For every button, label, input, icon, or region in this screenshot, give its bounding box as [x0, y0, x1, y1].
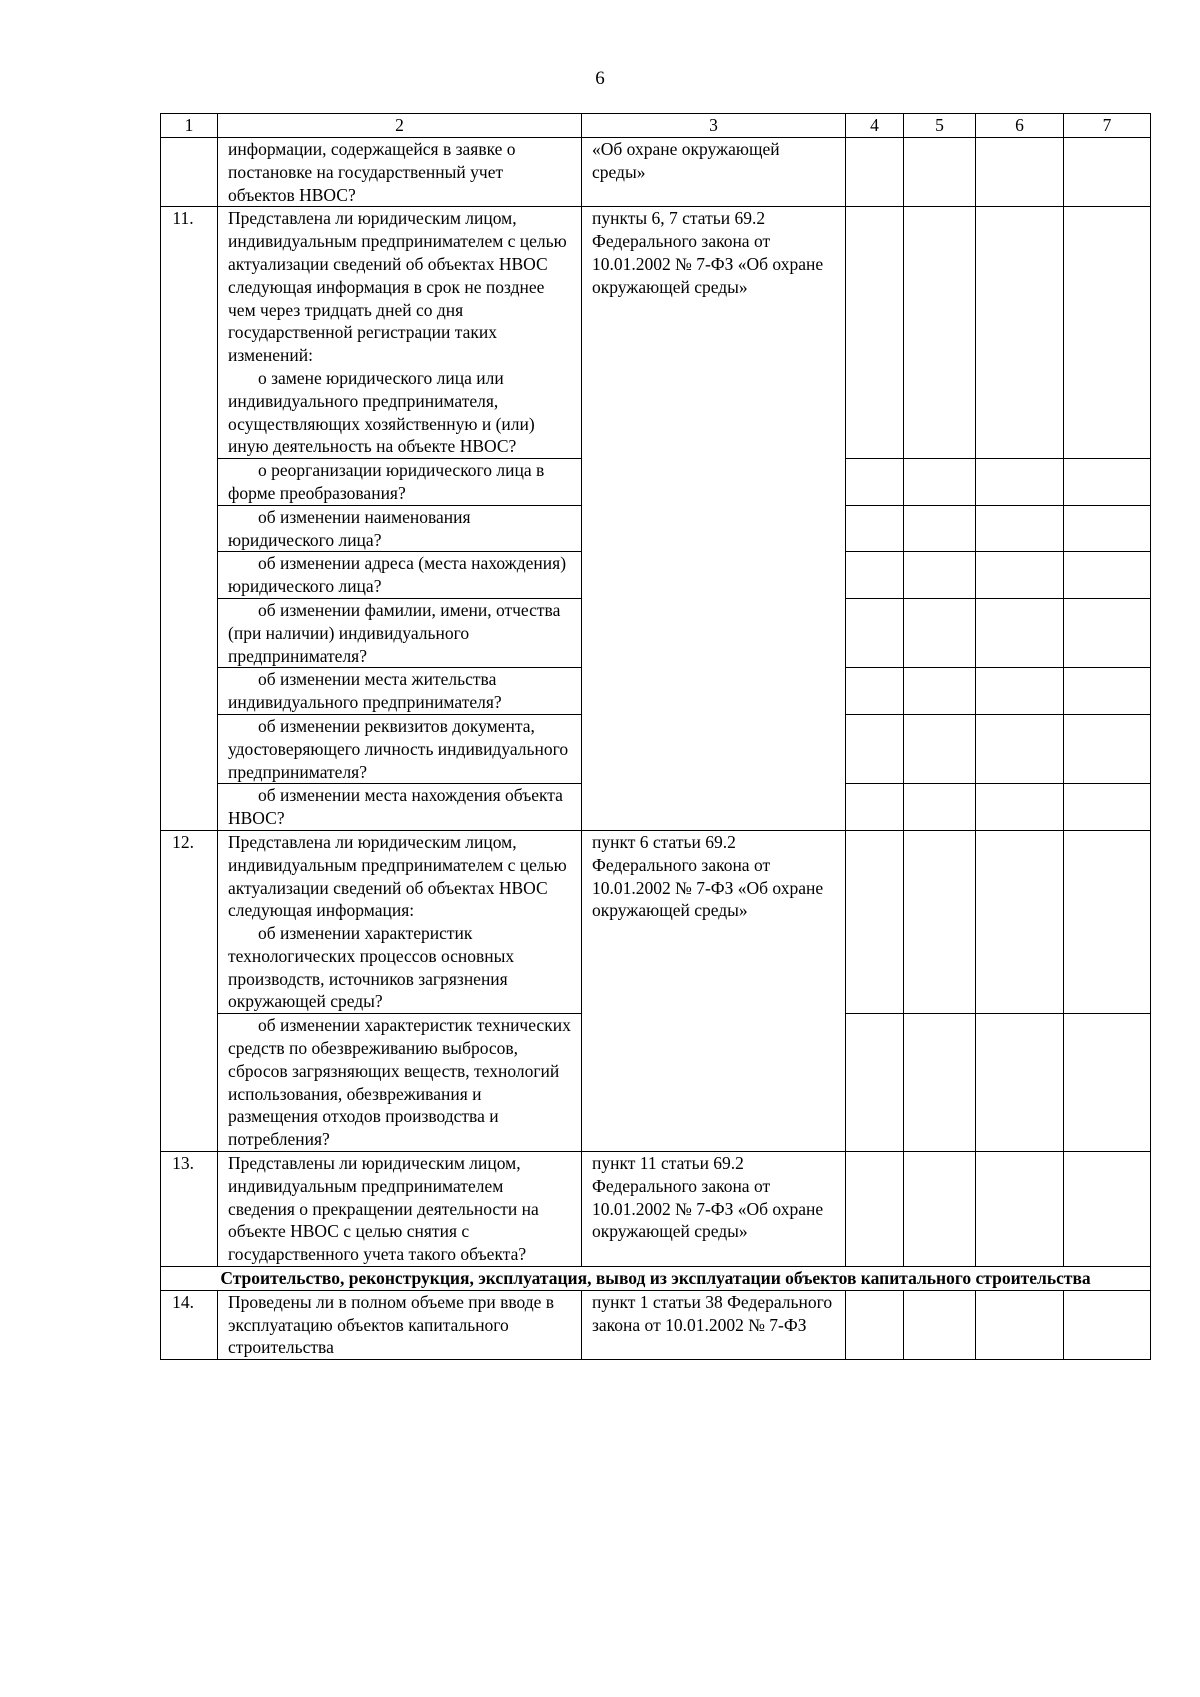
sub-question: об изменении адреса (места нахождения) юридического лица? — [228, 553, 567, 597]
answer-cell[interactable] — [904, 830, 976, 1013]
question-text — [218, 668, 582, 715]
answer-cell[interactable] — [1064, 207, 1151, 459]
sub-question: об изменении фамилии, имени, отчества (при наличии) индивидуального предпринимателя? — [228, 599, 561, 666]
answer-cell[interactable] — [846, 138, 904, 207]
answer-cell[interactable] — [976, 598, 1064, 667]
legal-reference: пункт 1 статьи 38 Федерального закона от 10.01.2002 № 7-ФЗ — [582, 1290, 846, 1359]
legal-reference: «Об охране окружающей среды» — [582, 138, 846, 207]
answer-cell[interactable] — [976, 830, 1064, 1013]
answer-cell[interactable] — [846, 784, 904, 831]
answer-cell[interactable] — [1064, 459, 1151, 506]
answer-cell[interactable] — [904, 459, 976, 506]
col-number-1: 1 — [161, 114, 218, 138]
item-number: 14. — [161, 1290, 218, 1359]
answer-cell[interactable] — [904, 138, 976, 207]
question-text — [218, 207, 582, 459]
answer-cell[interactable] — [976, 1152, 1064, 1267]
sub-question: о замене юридического лица или индивидуального предпринимателя, осуществляющих хозяйственную и (или) иную деятельность на объекте НВОС? — [228, 367, 535, 457]
col-number-3: 3 — [582, 114, 846, 138]
col-number-2: 2 — [218, 114, 582, 138]
question-text — [218, 830, 582, 1013]
col-number-4: 4 — [846, 114, 904, 138]
page-number: 6 — [595, 68, 605, 89]
answer-cell[interactable] — [976, 505, 1064, 552]
answer-cell[interactable] — [904, 1152, 976, 1267]
question-text — [218, 459, 582, 506]
answer-cell[interactable] — [1064, 1290, 1151, 1359]
answer-cell[interactable] — [1064, 552, 1151, 599]
answer-cell[interactable] — [904, 784, 976, 831]
section-heading-row — [161, 1267, 1151, 1291]
answer-cell[interactable] — [1064, 1014, 1151, 1152]
answer-cell[interactable] — [976, 1290, 1064, 1359]
legal-reference: пункт 6 статьи 69.2 Федерального закона от 10.01.2002 № 7-ФЗ «Об охране окружающей среды» — [582, 830, 846, 1151]
column-number-row — [161, 114, 1151, 138]
answer-cell[interactable] — [846, 714, 904, 783]
legal-reference: пункты 6, 7 статьи 69.2 Федерального закона от 10.01.2002 № 7-ФЗ «Об охране окружающей среды» — [582, 207, 846, 831]
question-text — [218, 505, 582, 552]
answer-cell[interactable] — [1064, 784, 1151, 831]
answer-cell[interactable] — [904, 207, 976, 459]
sub-question: об изменении характеристик технологических процессов основных производств, источников загрязнения окружающей среды? — [228, 923, 515, 1012]
answer-cell[interactable] — [904, 714, 976, 783]
col-number-6: 6 — [976, 114, 1064, 138]
sub-question: о реорганизации юридического лица в форме преобразования? — [228, 460, 545, 503]
answer-cell[interactable] — [976, 714, 1064, 783]
answer-cell[interactable] — [1064, 1152, 1151, 1267]
answer-cell[interactable] — [904, 598, 976, 667]
answer-cell[interactable] — [976, 668, 1064, 715]
answer-cell[interactable] — [846, 668, 904, 715]
answer-cell[interactable] — [1064, 138, 1151, 207]
answer-cell[interactable] — [904, 668, 976, 715]
sub-question: об изменении наименования юридического лица? — [228, 506, 471, 550]
question-text: Проведены ли в полном объеме при вводе в эксплуатацию объектов капитального строительства — [218, 1290, 582, 1359]
answer-cell[interactable] — [904, 505, 976, 552]
answer-cell[interactable] — [846, 1152, 904, 1267]
answer-cell[interactable] — [846, 598, 904, 667]
answer-cell[interactable] — [976, 552, 1064, 599]
answer-cell[interactable] — [846, 830, 904, 1013]
question-intro: Представлена ли юридическим лицом, индивидуальным предпринимателем с целью актуализации сведений об объектах НВОС следующая информация в срок не позднее чем через тридцать дней со дня государственной регистрации таких изменений: — [228, 208, 567, 366]
legal-reference: пункт 11 статьи 69.2 Федерального закона от 10.01.2002 № 7-ФЗ «Об охране окружающей среды» — [582, 1152, 846, 1267]
answer-cell[interactable] — [976, 459, 1064, 506]
answer-cell[interactable] — [846, 1014, 904, 1152]
answer-cell[interactable] — [904, 1014, 976, 1152]
answer-cell[interactable] — [846, 1290, 904, 1359]
answer-cell[interactable] — [846, 552, 904, 599]
section-title: Строительство, реконструкция, эксплуатация, вывод из эксплуатации объектов капитального строительства — [161, 1267, 1151, 1291]
item-number: 12. — [161, 830, 218, 1151]
answer-cell[interactable] — [846, 505, 904, 552]
table-row — [161, 138, 1151, 207]
item-number: 13. — [161, 1152, 218, 1267]
sub-question: об изменении характеристик технических средств по обезвреживанию выбросов, сбросов загрязняющих веществ, технологий использования, обезвреживания и размещения отходов производства и потребления? — [228, 1015, 571, 1150]
table-row — [161, 1290, 1151, 1359]
table-row — [161, 207, 1151, 459]
answer-cell[interactable] — [904, 1290, 976, 1359]
answer-cell[interactable] — [1064, 668, 1151, 715]
col-number-7: 7 — [1064, 114, 1151, 138]
answer-cell[interactable] — [846, 207, 904, 459]
answer-cell[interactable] — [976, 138, 1064, 207]
question-text: информации, содержащейся в заявке о постановке на государственный учет объектов НВОС? — [218, 138, 582, 207]
answer-cell[interactable] — [1064, 598, 1151, 667]
answer-cell[interactable] — [846, 459, 904, 506]
checklist-table — [160, 113, 1151, 1360]
answer-cell[interactable] — [976, 1014, 1064, 1152]
sub-question: об изменении места жительства индивидуального предпринимателя? — [228, 669, 502, 713]
question-text — [218, 552, 582, 599]
question-text — [218, 598, 582, 667]
answer-cell[interactable] — [904, 552, 976, 599]
question-text: Представлены ли юридическим лицом, индивидуальным предпринимателем сведения о прекращении деятельности на объекте НВОС с целью снятия с государственного учета такого объекта? — [218, 1152, 582, 1267]
question-intro: Представлена ли юридическим лицом, индивидуальным предпринимателем с целью актуализации сведений об объектах НВОС следующая информация: — [228, 831, 567, 921]
question-text — [218, 1014, 582, 1152]
question-text — [218, 784, 582, 831]
table-row — [161, 830, 1151, 1013]
answer-cell[interactable] — [976, 784, 1064, 831]
question-text — [218, 714, 582, 783]
answer-cell[interactable] — [976, 207, 1064, 459]
sub-question: об изменении реквизитов документа, удостоверяющего личность индивидуального предпринимателя? — [228, 715, 569, 782]
answer-cell[interactable] — [1064, 714, 1151, 783]
col-number-5: 5 — [904, 114, 976, 138]
table-row — [161, 1152, 1151, 1267]
answer-cell[interactable] — [1064, 830, 1151, 1013]
sub-question: об изменении места нахождения объекта НВОС? — [228, 785, 563, 829]
item-number: 11. — [161, 207, 218, 831]
answer-cell[interactable] — [1064, 505, 1151, 552]
